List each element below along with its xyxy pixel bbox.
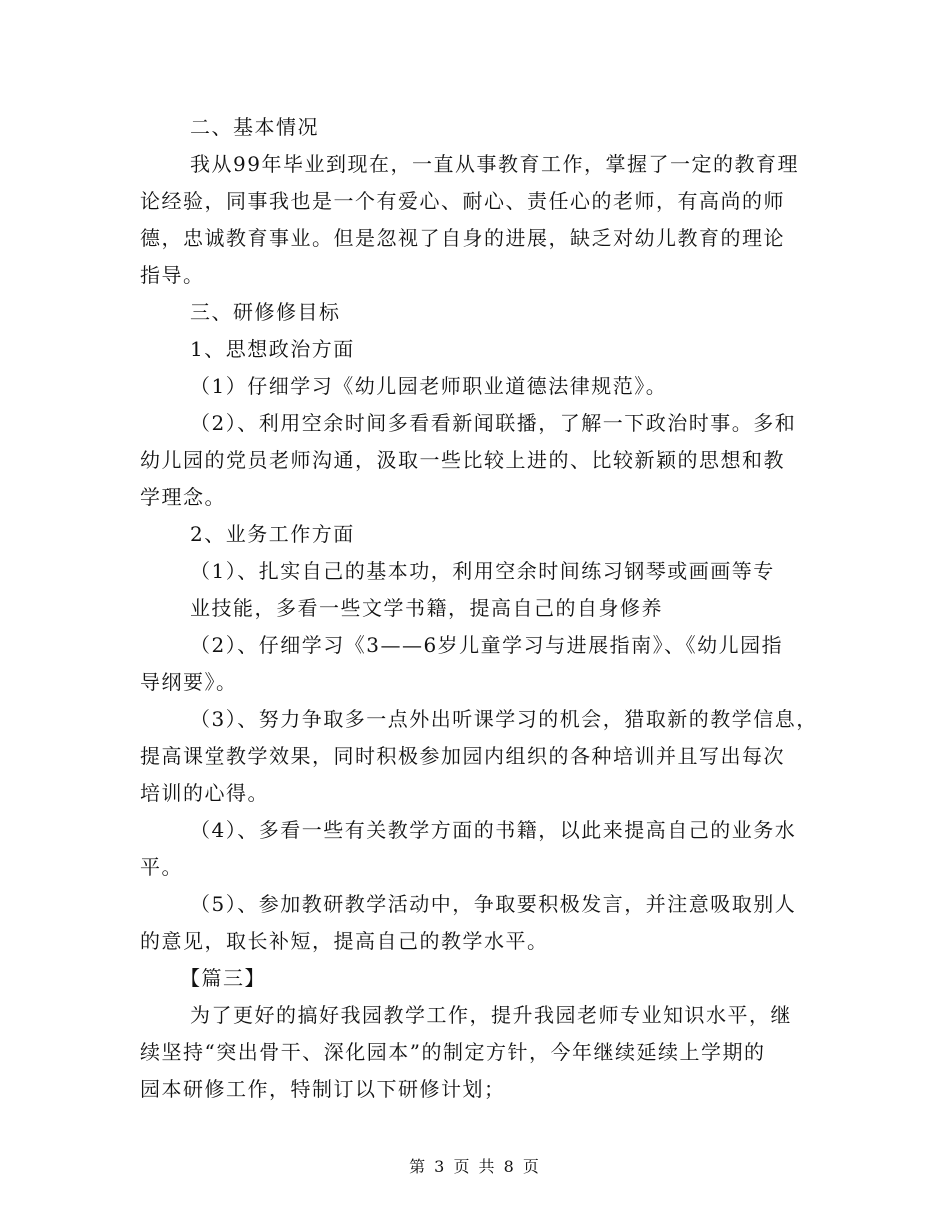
text-line: 业技能，多看一些文学书籍，提高自己的自身修养 (190, 596, 663, 620)
text-line: 三、研修修目标 (190, 300, 341, 324)
text-line: 二、基本情况 (190, 115, 319, 139)
text-line: 提高课堂教学效果，同时积极参加园内组织的各种培训并且写出每次 (140, 744, 785, 768)
text-line: 为了更好的搞好我园教学工作，提升我园老师专业知识水平，继 (190, 1003, 792, 1027)
text-line: 德，忠诚教育事业。但是忽视了自身的进展，缺乏对幼儿教育的理论 (140, 226, 785, 250)
text-line: （5）、参加教研教学活动中，争取要积极发言，并注意吸取别人 (190, 892, 797, 916)
text-line: （2）、利用空余时间多看看新闻联播，了解一下政治时事。多和 (190, 411, 797, 435)
text-line: 幼儿园的党员老师沟通，汲取一些比较上进的、比较新颖的思想和教 (140, 448, 785, 472)
text-line: 园本研修工作，特制订以下研修计划； (140, 1077, 506, 1101)
text-line: 平。 (140, 855, 183, 879)
section-heading: 【篇三】 (180, 966, 266, 990)
text-line: 1、思想政治方面 (190, 337, 355, 361)
text-line: 导纲要》。 (140, 670, 238, 694)
text-line: 培训的心得。 (140, 781, 269, 805)
text-line: （1）仔细学习《幼儿园老师职业道德法律规范》。 (190, 374, 668, 398)
page-number-footer: 第 3 页 共 8 页 (409, 1157, 541, 1176)
text-line: （1）、扎实自己的基本功，利用空余时间练习钢琴或画画等专 (190, 559, 775, 583)
text-line: （4）、多看一些有关教学方面的书籍，以此来提高自己的业务水 (190, 818, 797, 842)
text-line: 学理念。 (140, 485, 226, 509)
text-line: 论经验，同事我也是一个有爱心、耐心、责任心的老师，有高尚的师 (140, 189, 785, 213)
text-line: （2）、仔细学习《3——6岁儿童学习与进展指南》、《幼儿园指 (190, 633, 784, 657)
text-line: 指导。 (140, 263, 205, 287)
text-line: 2、业务工作方面 (190, 522, 355, 546)
text-line: 我从99年毕业到现在，一直从事教育工作，掌握了一定的教育理 (190, 152, 799, 176)
text-line: （3）、努力争取多一点外出听课学习的机会，猎取新的教学信息， (190, 707, 818, 731)
text-line: 的意见，取长补短，提高自己的教学水平。 (140, 929, 549, 953)
text-line: 续坚持“突出骨干、深化园本”的制定方针，今年继续延续上学期的 (140, 1040, 766, 1064)
